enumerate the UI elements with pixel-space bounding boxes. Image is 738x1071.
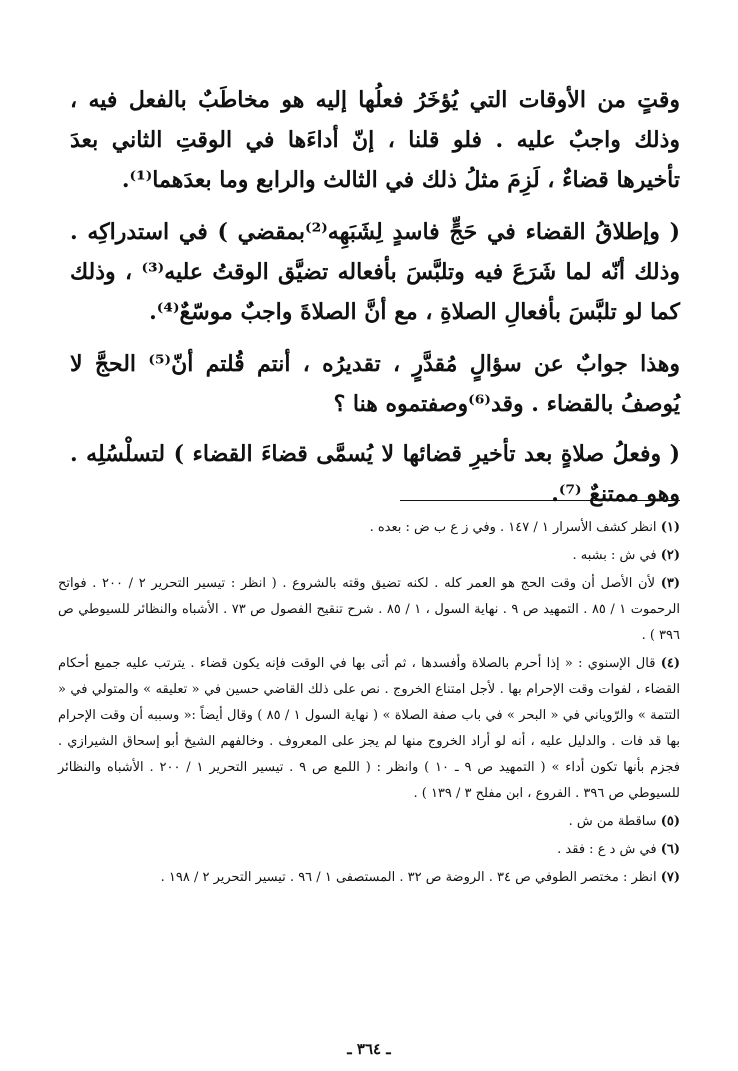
footnote-text: لأن الأصل أن وقت الحج هو العمر كله . لكنه تضيق وقته بالشروع . ( انظر : تيسير التحرير ٢ / ٢٠٠ . فواتح الرحموت ١ / ٨٥ . التمهيد ص ٩ . نهاية السول ، ١ / ٨٥ . شرح تنقيح الفصول ص ٧٣ . الأشباه والنظائر للسيوطي ص ٣٩٦ ) . — [58, 576, 680, 643]
footnote-number: (٤) — [660, 656, 680, 671]
footnote-number: (٣) — [660, 576, 681, 591]
footnote-number: (١) — [660, 520, 680, 535]
footnote-2 — [58, 543, 680, 569]
footnote-5 — [58, 809, 680, 835]
footnote-text: قال الإسنوي : « إذا أحرم بالصلاة وأفسدها ، ثم أتى بها في الوقت فإنه يكون قضاء . يترتب عليه جميع أحكام القضاء ، لفوات وقت الإحرام بها . لأجل امتناع الخروج . نص على ذلك القاضي حسين في « تعليقه » والمتولي في « التتمة » والرّوياني في « البحر » في باب صفة الصلاة » ( نهاية السول ١ / ٨٥ ) وقال أيضاً :« وسببه أن وقت الإحرام بها قد فات . والدليل عليه ، أنه لو أراد الخروج منها لم يجز على المعروف . وخالفهم الشيخ أبو إسحاق الشيرازي . فجزم بأنها تكون أداء » ( التمهيد ص ٩ ـ ١٠ ) وانظر : ( اللمع ص ٩ . تيسير التحرير ١ / ٢٠٠ . الأشباه والنظائر للسيوطي ص ٣٩٦ . الفروع ، ابن مفلح ٣ / ١٣٩ ) . — [58, 656, 680, 801]
paragraph-2: ( وإطلاقُ القضاء في حَجٍّ فاسدٍ لِشَبَهِه⁽²⁾بمقضي ) في استدراكِه . وذلك أنّه لما شَرَعَ فيه وتلبَّسَ بأفعاله تضيَّق الوقتُ عليه⁽³⁾ ، وذلك كما لو تلبَّسَ بأفعالِ الصلاةِ ، مع أنَّ الصلاةَ واجبٌ موسّعٌ⁽⁴⁾. — [70, 219, 680, 325]
footnote-text: انظر : مختصر الطوفي ص ٣٤ . الروضة ص ٣٢ . المستصفى ١ / ٩٦ . تيسير التحرير ٢ / ١٩٨ . — [160, 870, 657, 885]
footnote-4 — [58, 651, 680, 807]
footnote-text: في ش د ع : فقد . — [557, 842, 657, 857]
footnote-number: (٦) — [660, 842, 680, 857]
footnote-number: (٧) — [660, 870, 680, 885]
page-number: ـ ٣٦٤ ـ — [347, 1040, 391, 1058]
paragraph-3: وهذا جوابٌ عن سؤالٍ مُقدَّرٍ ، تقديرُه ، أنتم قُلتم أنّ⁽⁵⁾ الحجَّ لا يُوصفُ بالقضاء . وقد⁽⁶⁾وصفتموه هنا ؟ — [70, 351, 681, 417]
footnote-1 — [58, 515, 680, 541]
footnote-number: (٥) — [660, 814, 680, 829]
paragraph-1: وقتٍ من الأوقات التي يُؤخَرُ فعلُها إليه هو مخاطَبٌ بالفعل فيه ، وذلك واجبٌ عليه . فلو قلنا ، إنّ أداءَها في الوقتِ الثاني بعدَ تأخيرها قضاءٌ ، لَزِمَ مثلُ ذلك في الثالث والرابع وما بعدَهما⁽¹⁾. — [70, 87, 680, 193]
footnote-3 — [58, 571, 680, 649]
main-text — [70, 80, 680, 526]
footnote-number: (٢) — [660, 548, 680, 563]
footnote-text: انظر كشف الأسرار ١ / ١٤٧ . وفي ز ع ب ض : بعده . — [369, 520, 657, 535]
footnote-7 — [58, 865, 680, 891]
footnote-text: ساقطة من ش . — [568, 814, 657, 829]
footnote-6 — [58, 837, 680, 863]
footnote-text: في ش : بشبه . — [572, 548, 657, 563]
footnotes — [58, 515, 680, 893]
paragraph-4: ( وفعلُ صلاةٍ بعد تأخيرِ قضائها لا يُسمَّى قضاءَ القضاء ) لتسلْسُلِه . وهو ممتنعٌ ⁽⁷⁾. — [70, 441, 680, 507]
footnote-divider — [400, 500, 680, 501]
